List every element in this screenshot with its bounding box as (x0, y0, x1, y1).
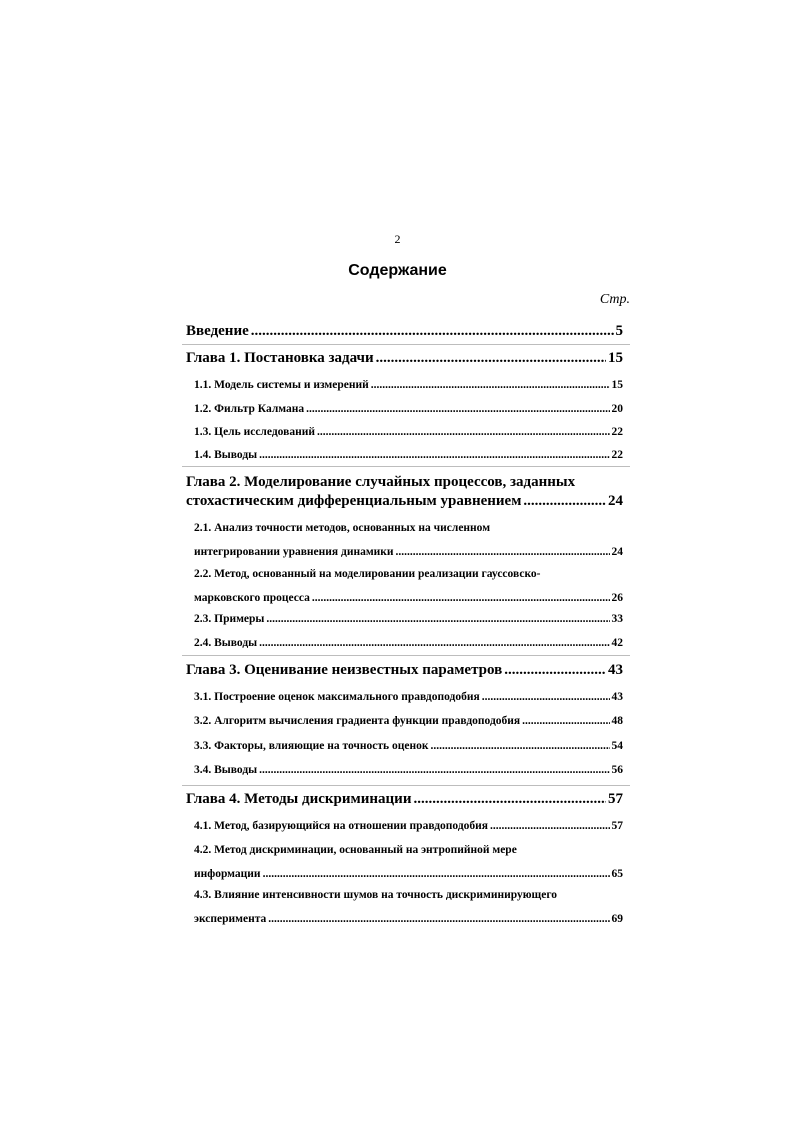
dot-leader (266, 612, 609, 627)
dot-leader (268, 912, 609, 927)
toc-entry-title-line: 4.2. Метод дискриминации, основанный на энтропийной мере (194, 844, 517, 856)
separator (182, 344, 630, 345)
toc-entry-page: 43 (611, 691, 623, 703)
toc-entry-section-2-4[interactable] (194, 636, 623, 651)
toc-entry-page: 5 (615, 323, 623, 339)
toc-entry-page: 22 (611, 426, 623, 438)
toc-entry-title: 2.4. Выводы (194, 637, 258, 649)
toc-entry-chapter-2[interactable] (186, 473, 623, 511)
toc-entry-section-4-2[interactable] (194, 843, 623, 882)
toc-entry-chapter-3[interactable] (186, 661, 623, 680)
toc-entry-title: Глава 4. Методы дискриминации (186, 791, 412, 807)
toc-entry-title: Глава 1. Постановка задачи (186, 350, 374, 366)
dot-leader (376, 349, 606, 368)
toc-entry-page: 43 (608, 662, 623, 678)
toc-entry-title: 3.2. Алгоритм вычисления градиента функции правдоподобия (194, 715, 521, 727)
separator (182, 466, 630, 467)
toc-entry-title: марковского процесса (194, 592, 310, 604)
dot-leader (396, 545, 610, 560)
dot-leader (504, 661, 606, 680)
dot-leader (430, 739, 609, 754)
toc-entry-title-line: 2.1. Анализ точности методов, основанных на численном (194, 522, 491, 534)
toc-entry-section-3-3[interactable] (194, 739, 623, 754)
dot-leader (317, 425, 610, 440)
dot-leader (251, 322, 614, 341)
page-column-label: Стр. (599, 292, 630, 307)
toc-entry-page: 54 (611, 740, 623, 752)
toc-entry-page: 48 (611, 715, 623, 727)
dot-leader (522, 714, 609, 729)
toc-entry-title-line: 4.3. Влияние интенсивности шумов на точность дискриминирующего (194, 889, 558, 901)
toc-entry-title-line: Глава 2. Моделирование случайных процессов, заданных (186, 474, 576, 490)
toc-entry-section-2-1[interactable] (194, 521, 623, 560)
toc-entry-chapter-4[interactable] (186, 790, 623, 809)
toc-entry-section-3-4[interactable] (194, 763, 623, 778)
toc-entry-title: 1.3. Цель исследований (194, 426, 315, 438)
toc-entry-section-4-1[interactable] (194, 819, 623, 834)
toc-entry-title: 4.1. Метод, базирующийся на отношении правдоподобия (194, 820, 489, 832)
toc-entry-section-3-1[interactable] (194, 690, 623, 705)
toc-entry-section-1-1[interactable] (194, 378, 623, 393)
toc-entry-title: 1.2. Фильтр Калмана (194, 403, 305, 415)
dot-leader (259, 448, 609, 463)
toc-entry-page: 15 (608, 350, 623, 366)
dot-leader (259, 763, 609, 778)
toc-entry-section-1-3[interactable] (194, 425, 623, 440)
page-number: 2 (394, 232, 401, 246)
toc-entry-page: 33 (611, 613, 623, 625)
dot-leader (523, 492, 606, 511)
toc-entry-section-1-4[interactable] (194, 448, 623, 463)
toc-entry-page: 15 (611, 379, 623, 391)
toc-entry-section-3-2[interactable] (194, 714, 623, 729)
toc-entry-title: Введение (186, 323, 249, 339)
toc-entry-page: 57 (611, 820, 623, 832)
dot-leader (259, 636, 609, 651)
dot-leader (490, 819, 609, 834)
toc-entry-title: Глава 3. Оценивание неизвестных параметров (186, 662, 503, 678)
toc-entry-title: 1.4. Выводы (194, 449, 258, 461)
toc-entry-title: 2.3. Примеры (194, 613, 265, 625)
dot-leader (263, 867, 610, 882)
toc-entry-title: стохастическим дифференциальным уравнением (186, 493, 522, 509)
toc-entry-title: интегрировании уравнения динамики (194, 546, 394, 558)
separator (182, 655, 630, 656)
toc-entry-page: 69 (611, 913, 623, 925)
separator (182, 785, 630, 786)
toc-entry-page: 20 (611, 403, 623, 415)
toc-entry-page: 22 (611, 449, 623, 461)
toc-entry-section-4-3[interactable] (194, 888, 623, 927)
toc-entry-page: 56 (611, 764, 623, 776)
toc-entry-page: 57 (608, 791, 623, 807)
toc-entry-chapter-1[interactable] (186, 349, 623, 368)
dot-leader (371, 378, 610, 393)
toc-entry-title: 3.1. Построение оценок максимального правдоподобия (194, 691, 480, 703)
toc-entry-page: 24 (608, 493, 623, 509)
dot-leader (482, 690, 610, 705)
toc-entry-title: информации (194, 868, 261, 880)
toc-entry-section-1-2[interactable] (194, 402, 623, 417)
toc-entry-title: 3.4. Выводы (194, 764, 258, 776)
toc-entry-title: 1.1. Модель системы и измерений (194, 379, 369, 391)
toc-entry-page: 24 (611, 546, 623, 558)
toc-entry-section-2-3[interactable] (194, 612, 623, 627)
toc-entry-title: эксперимента (194, 913, 267, 925)
toc-entry-page: 42 (611, 637, 623, 649)
dot-leader (413, 790, 606, 809)
toc-entry-page: 26 (611, 592, 623, 604)
toc-entry-introduction[interactable] (186, 322, 623, 341)
toc-entry-page: 65 (611, 868, 623, 880)
toc-entry-title: 3.3. Факторы, влияющие на точность оценок (194, 740, 429, 752)
toc-entry-title-line: 2.2. Метод, основанный на моделировании реализации гауссовско- (194, 568, 541, 580)
toc-title: Содержание (348, 262, 447, 279)
dot-leader (312, 591, 610, 606)
toc-entry-section-2-2[interactable] (194, 567, 623, 606)
dot-leader (306, 402, 609, 417)
